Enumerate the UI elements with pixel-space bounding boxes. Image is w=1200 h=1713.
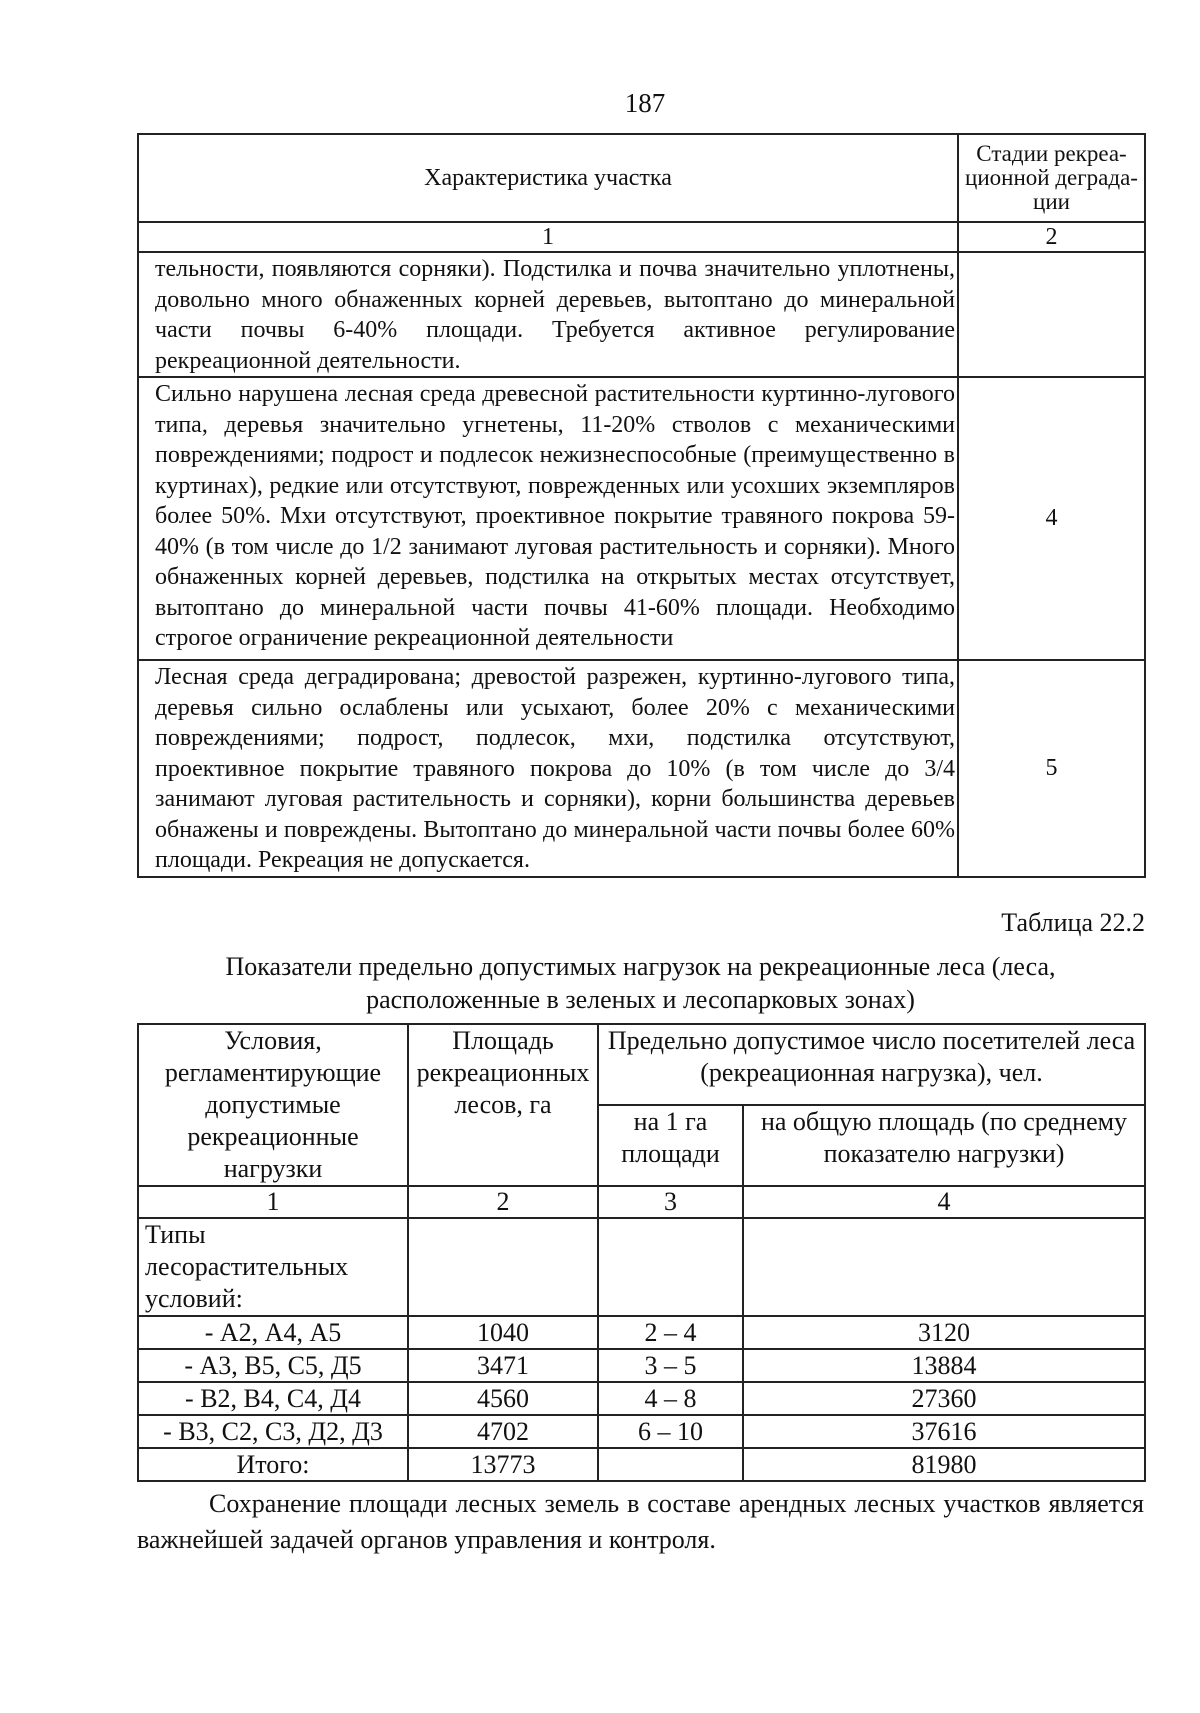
total-area: 13773 [408,1448,598,1481]
area-value: 3471 [408,1349,598,1382]
stage-value [958,252,1145,377]
table-row [138,1415,1145,1448]
per-ha-value: 2 – 4 [598,1316,743,1349]
total-label: Итого: [138,1448,408,1481]
forest-type: - А3, В5, С5, Д5 [138,1349,408,1382]
forest-type: - В3, С2, С3, Д2, Д3 [138,1415,408,1448]
site-description: тельности, появляются сорняки). Подстилка и почва значительно уплотнены, довольно много обнаженных корней деревьев, вытоптано до минеральной части почвы 6-40% площади. Требуется активное регулирование рекреационной деятельности. [138,252,958,377]
forest-type: - А2, А4, А5 [138,1316,408,1349]
stage-value: 5 [958,660,1145,877]
total-value: 13884 [743,1349,1145,1382]
table-row [138,660,1145,877]
group-label: Типы лесорастительных условий: [138,1218,408,1316]
table-row [138,377,1145,660]
area-value: 4560 [408,1382,598,1415]
page-number: 187 [624,88,666,118]
header-conditions: Условия, регламентирующие допустимые рекреационные нагрузки [138,1024,408,1186]
total-value: 3120 [743,1316,1145,1349]
header-area: Площадь рекреационных лесов, га [408,1024,598,1186]
per-ha-value: 3 – 5 [598,1349,743,1382]
table-row [138,252,1145,377]
column-number: 3 [598,1186,743,1218]
header-degradation-stages: Стадии рекреа-ционной деграда-ции [958,134,1145,222]
header-max-visitors: Предельно допустимое число посетителей леса (рекреационная нагрузка), чел. [598,1024,1145,1105]
site-description: Лесная среда деградирована; древостой разрежен, куртинно-лугового типа, деревья сильно ослаблены или усыхают, более 20% с механическими повреждениями; подрост, подлесок, мхи, подстилка отсутствуют, проективное покрытие травяного покрова до 10% (в том числе до 3/4 занимают луговая растительность и сорняки), корни большинства деревьев обнажены и повреждены. Вытоптано до минеральной части почвы более 60% площади. Рекреация не допускается. [138,660,958,877]
forest-type: - В2, В4, С4, Д4 [138,1382,408,1415]
area-value: 4702 [408,1415,598,1448]
table-row [138,1349,1145,1382]
degradation-stages-table [137,133,1146,878]
site-description: Сильно нарушена лесная среда древесной растительности куртинно-лугового типа, деревья значительно угнетены, 11-20% стволов с механическими повреждениями; подрост и подлесок нежизнеспособные (преимущественно в куртинах), редкие или отсутствуют, поврежденных или усохших экземпляров более 50%. Мхи отсутствуют, проективное покрытие травяного покрова 59-40% (в том числе до 1/2 занимают луговая растительность и сорняки). Много обнаженных корней деревьев, подстилка на открытых местах отсутствует, вытоптано до минеральной части почвы 41-60% площади. Необходимо строгое ограничение рекреационной деятельности [138,377,958,660]
column-number: 1 [138,222,958,252]
conclusion-paragraph: Сохранение площади лесных земель в составе арендных лесных участков является важнейшей задачей органов управления и контроля. [137,1489,1144,1554]
table-label: Таблица 22.2 [1001,908,1145,937]
table-row [138,1382,1145,1415]
header-site-characteristics: Характеристика участка [138,134,958,222]
total-visitors: 81980 [743,1448,1145,1481]
area-value: 1040 [408,1316,598,1349]
total-per-ha [598,1448,743,1481]
total-value: 27360 [743,1382,1145,1415]
column-number: 2 [408,1186,598,1218]
column-number: 1 [138,1186,408,1218]
header-per-ha: на 1 га площади [598,1105,743,1186]
table-row [138,1316,1145,1349]
per-ha-value: 6 – 10 [598,1415,743,1448]
column-number: 2 [958,222,1145,252]
column-number: 4 [743,1186,1145,1218]
recreational-load-table [137,1023,1146,1482]
per-ha-value: 4 – 8 [598,1382,743,1415]
total-value: 37616 [743,1415,1145,1448]
total-row [138,1448,1145,1481]
header-total-area: на общую площадь (по среднему показателю нагрузки) [743,1105,1145,1186]
table-title: Показатели предельно допустимых нагрузок на рекреационные леса (леса, расположенные в зеленых и лесопарковых зонах) [225,952,1056,1014]
stage-value: 4 [958,377,1145,660]
